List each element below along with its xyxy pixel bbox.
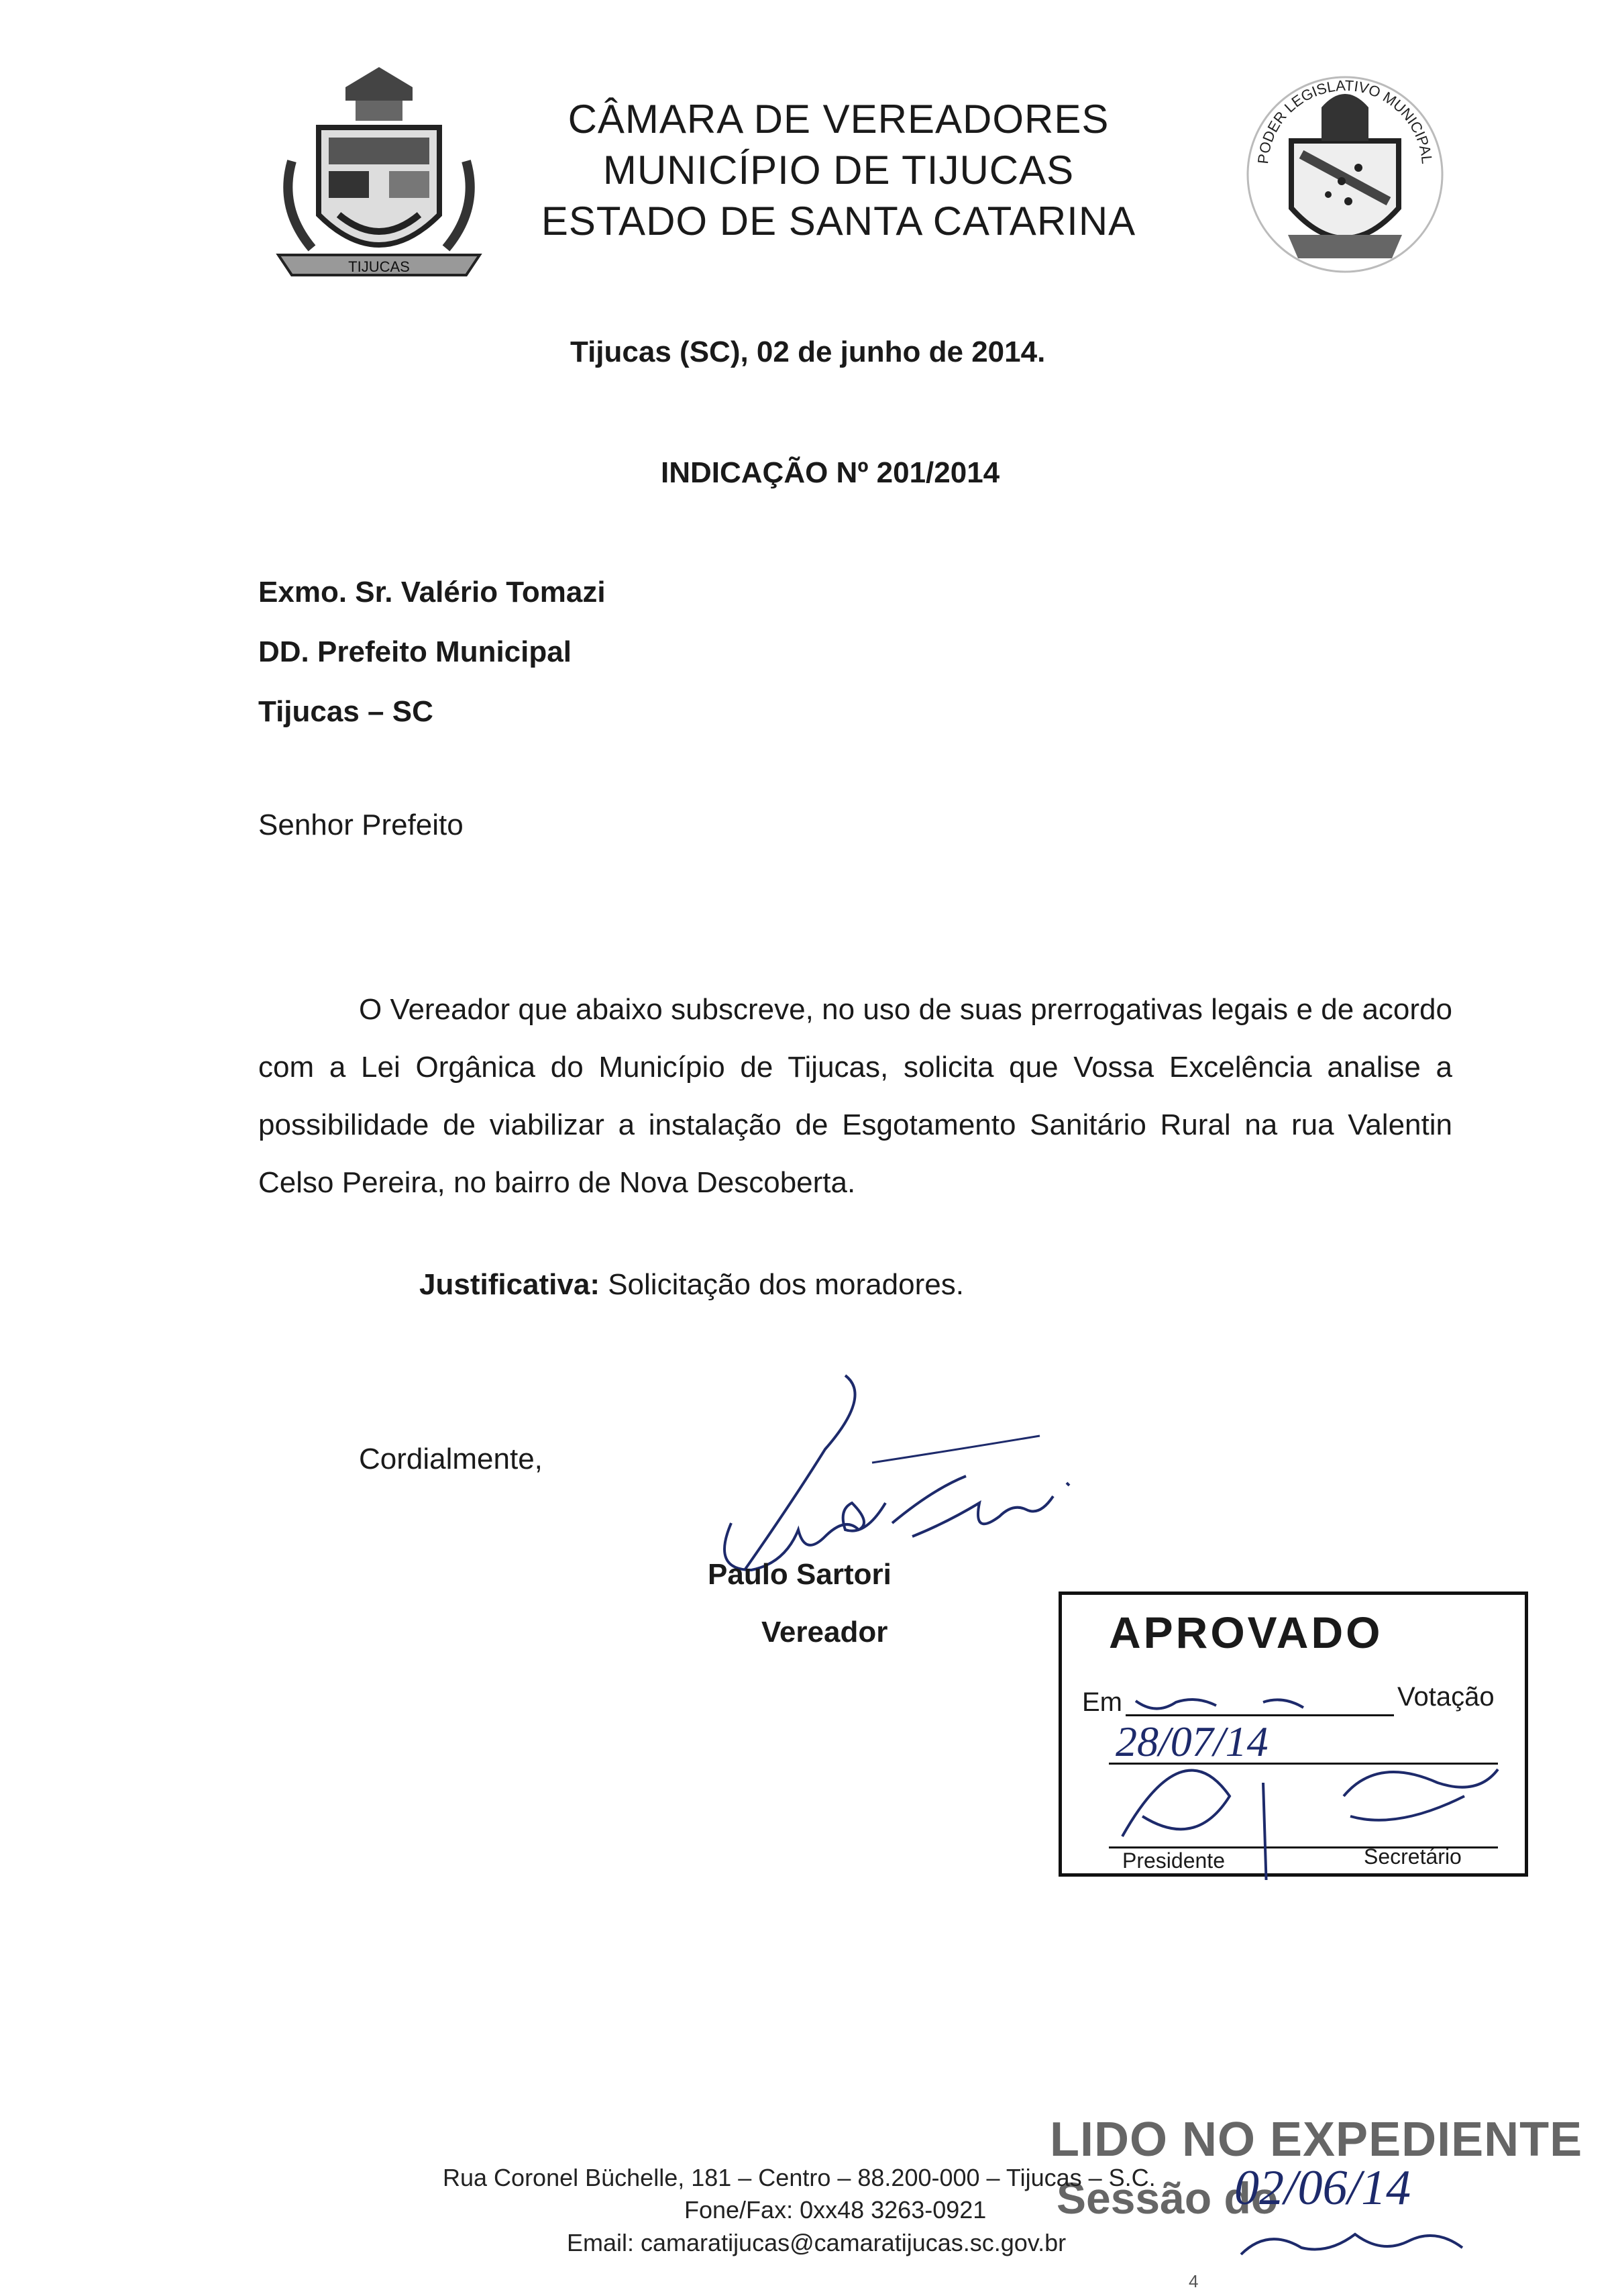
document-date: Tijucas (SC), 02 de junho de 2014. (570, 335, 1046, 368)
recipient-name: Exmo. Sr. Valério Tomazi (258, 576, 606, 609)
page-number: 4 (1189, 2271, 1199, 2291)
recipient-title: DD. Prefeito Municipal (258, 635, 572, 668)
stamp-handwritten-date: 28/07/14 (1116, 1718, 1269, 1765)
header-line-3: ESTADO DE SANTA CATARINA (541, 199, 1136, 244)
expediente-handwriting (1228, 2154, 1509, 2275)
body-paragraph: O Vereador que abaixo subscreve, no uso de suas prerrogativas legais e de acordo com a Lei Orgânica do Município de Tijucas, solicita que Vossa Excelência analise a possibilidade de viabilizar a instalação de Esgotamento Sanitário Rural na rua Valentin Celso Pereira, no bairro de Nova Descoberta. (258, 993, 1452, 1199)
seal-text: PODER LEGISLATIVO MUNICIPAL (1254, 76, 1436, 165)
expediente-stamp-line-1: LIDO NO EXPEDIENTE (1050, 2113, 1583, 2167)
footer-phone: Fone/Fax: 0xx48 3263-0921 (684, 2196, 987, 2224)
header-line-1: CÂMARA DE VEREADORES (568, 97, 1110, 142)
legislative-seal-icon (1241, 67, 1449, 282)
stamp-secretario-label: Secretário (1364, 1844, 1462, 1869)
stamp-handwriting (1062, 1595, 1531, 1880)
justification-text: Solicitação dos moradores. (599, 1268, 964, 1301)
stamp-votacao-label: Votação (1397, 1682, 1495, 1712)
crest-ribbon-text: TIJUCAS (348, 258, 410, 275)
stamp-title: APROVADO (1109, 1608, 1383, 1657)
signer-name: Paulo Sartori (708, 1558, 892, 1591)
institution-header (483, 94, 1194, 247)
stamp-em-label: Em (1082, 1687, 1122, 1717)
document-number: INDICAÇÃO Nº 201/2014 (661, 456, 1000, 489)
expediente-handwritten-date: 02/06/14 (1234, 2160, 1411, 2215)
approval-stamp (1059, 1591, 1528, 1877)
closing: Cordialmente, (359, 1443, 543, 1475)
expediente-stamp-line-2: Sessão do (1057, 2173, 1279, 2223)
footer-address: Rua Coronel Büchelle, 181 – Centro – 88.200-000 – Tijucas – S.C. (443, 2164, 1156, 2191)
stamp-presidente-label: Presidente (1122, 1848, 1225, 1873)
salutation: Senhor Prefeito (258, 808, 464, 841)
recipient-city: Tijucas – SC (258, 695, 433, 728)
signer-role: Vereador (761, 1616, 888, 1649)
header-line-2: MUNICÍPIO DE TIJUCAS (602, 148, 1075, 193)
justification-label: Justificativa: (419, 1268, 600, 1301)
justification (419, 1268, 964, 1302)
footer-email[interactable]: Email: camaratijucas@camaratijucas.sc.gov.br (567, 2229, 1067, 2256)
municipal-coat-of-arms-icon (265, 60, 493, 289)
